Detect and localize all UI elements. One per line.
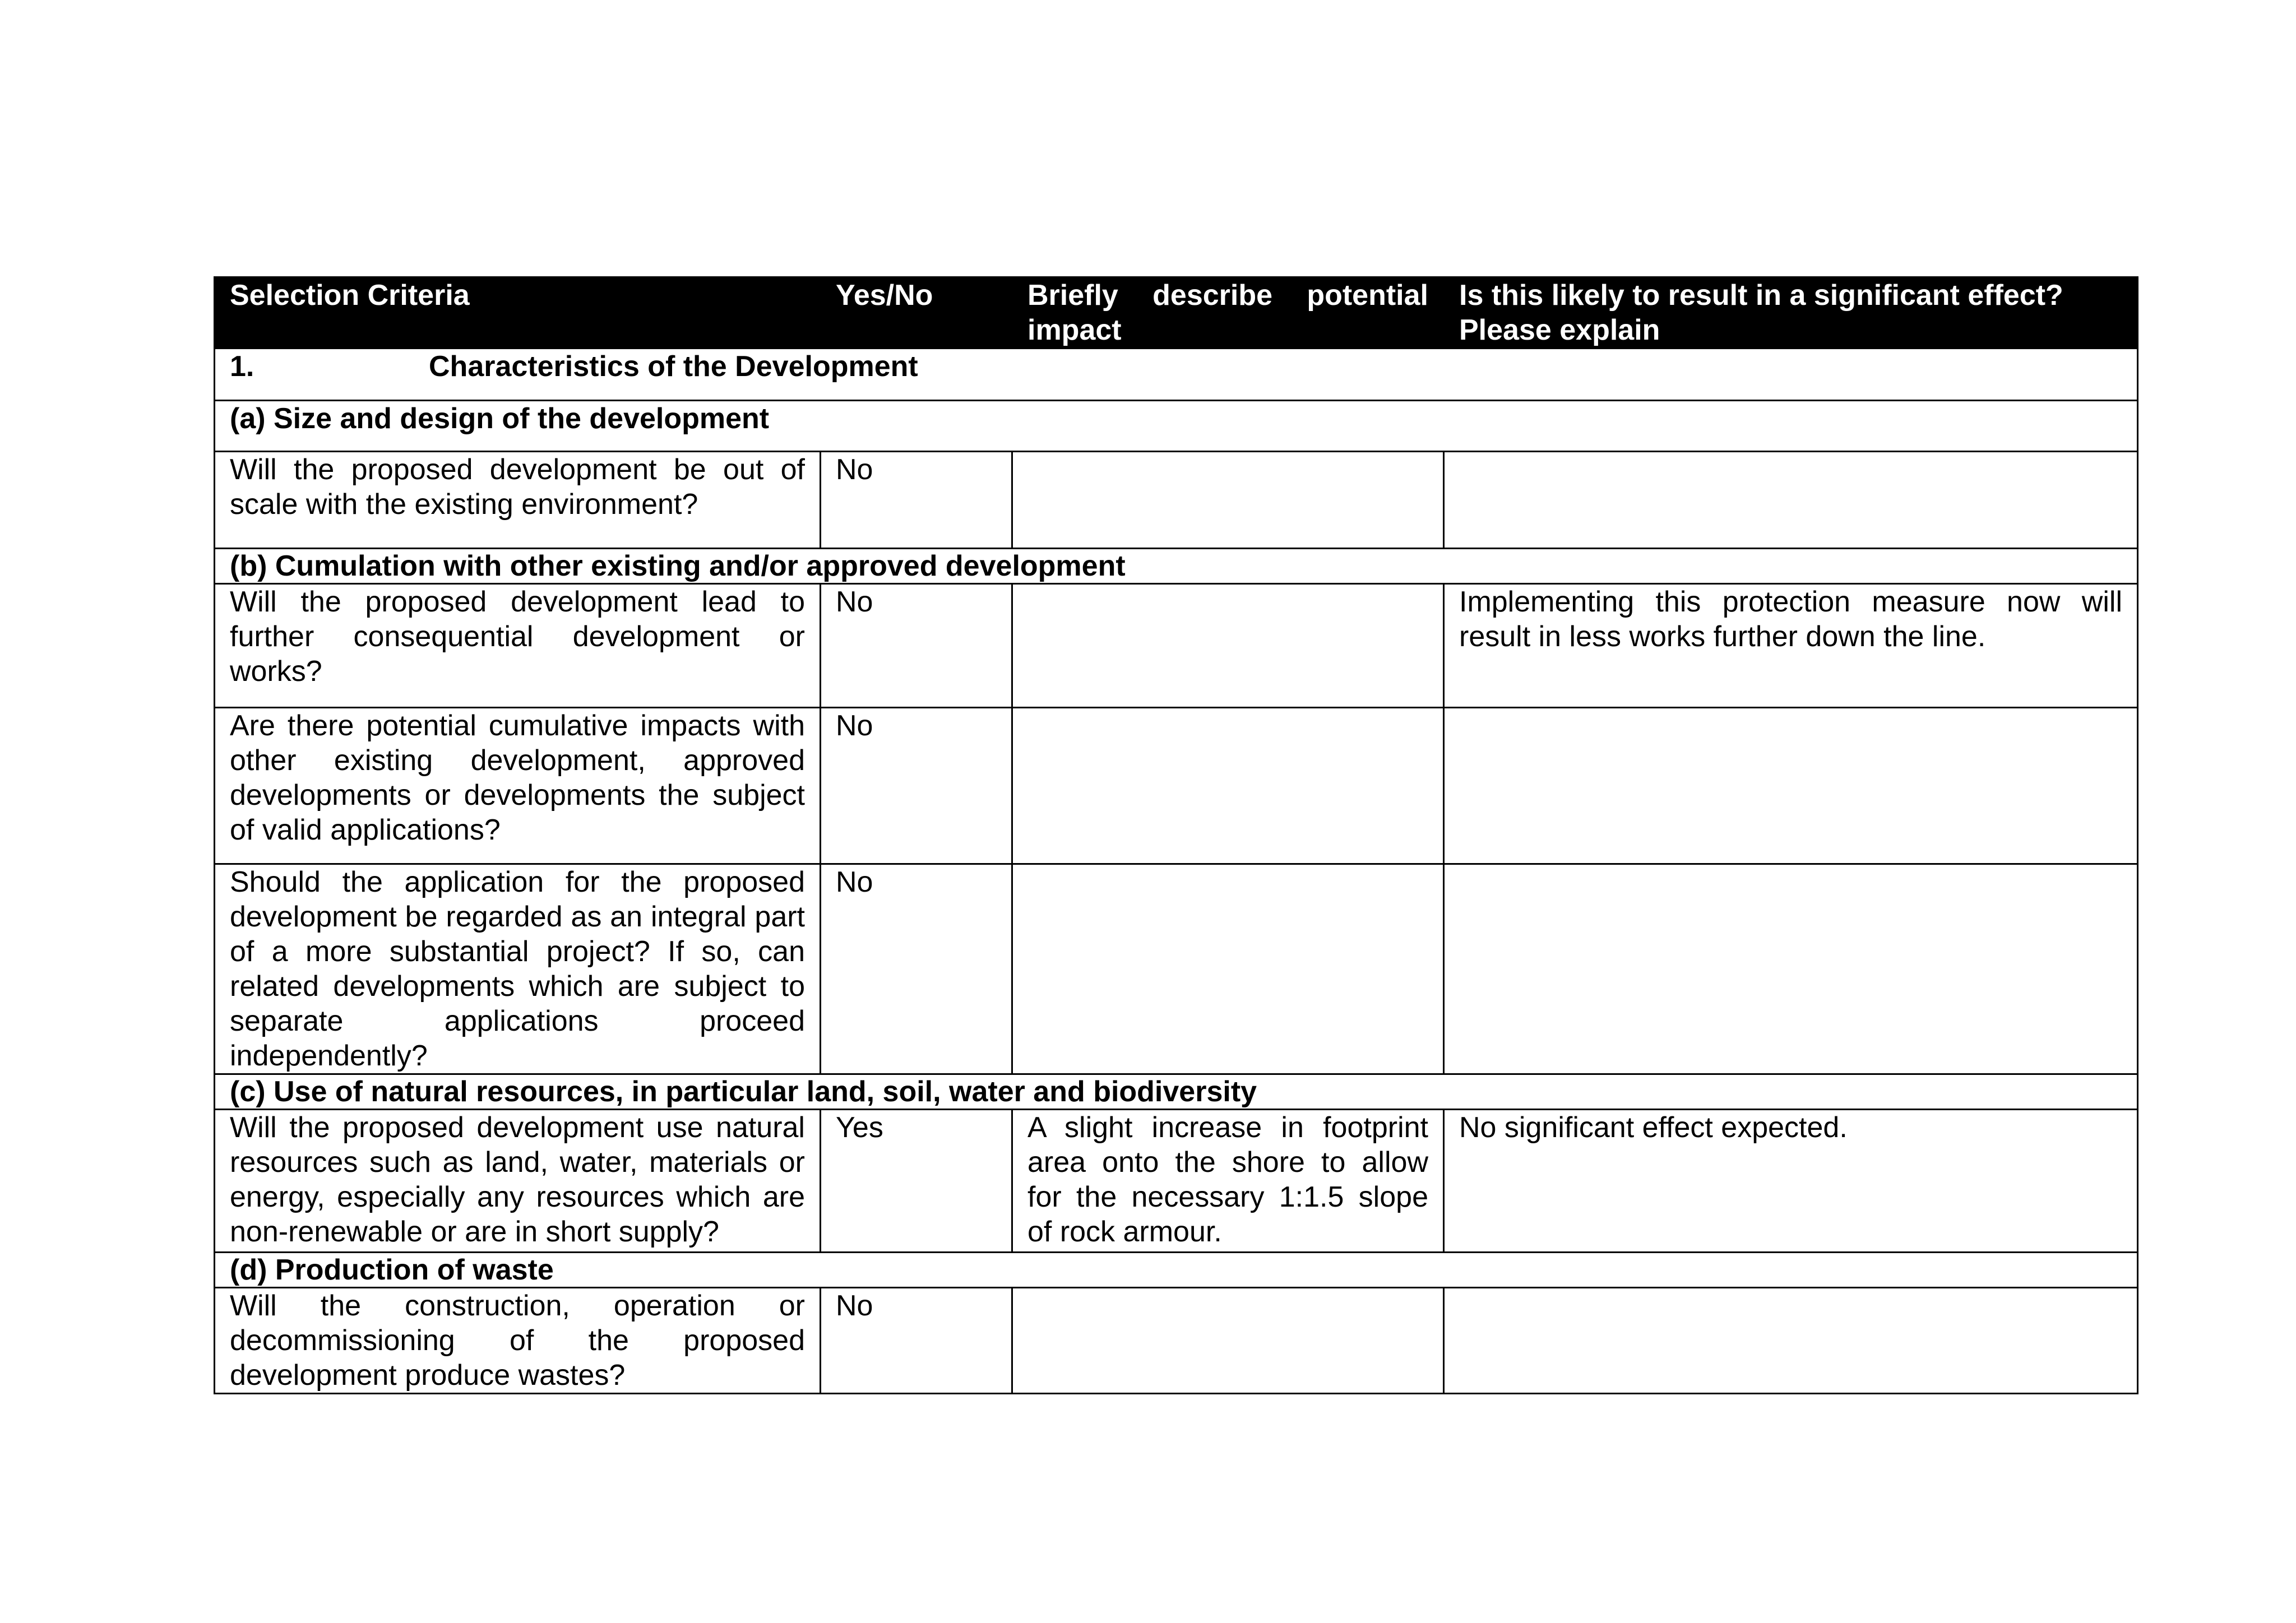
impact-cell [1012,1288,1444,1394]
criteria-cell: Will the proposed development lead to further consequential development or works? [215,584,821,708]
header-significant-effect: Is this likely to result in a significant effect? Please explain [1444,277,2138,349]
subsection-title: (c) Use of natural resources, in particular land, soil, water and biodiversity [215,1074,2138,1110]
section-heading-row [215,349,2138,401]
section-heading [215,349,2138,401]
section-title: Characteristics of the Development [429,350,918,383]
subsection-row-natural-resources [215,1074,2138,1110]
answer-cell: No [821,452,1012,549]
impact-cell [1012,584,1444,708]
section-number: 1. [230,350,254,383]
table-header-row [215,277,2138,349]
selection-criteria-table [214,276,2138,1394]
subsection-row-cumulation [215,549,2138,584]
answer-cell: No [821,864,1012,1074]
table-row [215,1288,2138,1394]
answer-cell: No [821,584,1012,708]
impact-cell [1012,452,1444,549]
criteria-cell: Should the application for the proposed development be regarded as an integral part of a more substantial project? If so, can related developments which are subject to separate applications proceed independently? [215,864,821,1074]
table-row [215,708,2138,864]
significance-cell [1444,452,2138,549]
table-row [215,864,2138,1074]
subsection-row-waste [215,1253,2138,1288]
impact-cell: A slight increase in footprint area onto the shore to allow for the necessary 1:1.5 slope of rock armour. [1012,1110,1444,1253]
answer-cell: No [821,1288,1012,1394]
header-selection-criteria: Selection Criteria [215,277,821,349]
significance-cell: Implementing this protection measure now will result in less works further down the line. [1444,584,2138,708]
subsection-title: (b) Cumulation with other existing and/or approved development [215,549,2138,584]
significance-cell [1444,708,2138,864]
subsection-title: (a) Size and design of the development [215,401,2138,452]
table-row [215,452,2138,549]
criteria-cell: Will the construction, operation or decommissioning of the proposed development produce wastes? [215,1288,821,1394]
header-potential-impact: Briefly describe potential impact [1012,277,1444,349]
impact-cell [1012,708,1444,864]
criteria-cell: Are there potential cumulative impacts with other existing development, approved developments or developments the subject of valid applications? [215,708,821,864]
significance-cell [1444,1288,2138,1394]
header-yes-no: Yes/No [821,277,1012,349]
criteria-cell: Will the proposed development be out of scale with the existing environment? [215,452,821,549]
answer-cell: No [821,708,1012,864]
subsection-title: (d) Production of waste [215,1253,2138,1288]
document-page [214,276,2137,1394]
significance-cell: No significant effect expected. [1444,1110,2138,1253]
significance-cell [1444,864,2138,1074]
table-row [215,1110,2138,1253]
table-row [215,584,2138,708]
criteria-cell: Will the proposed development use natural resources such as land, water, materials or energy, especially any resources which are non-renewable or are in short supply? [215,1110,821,1253]
answer-cell: Yes [821,1110,1012,1253]
subsection-row-size-design [215,401,2138,452]
impact-cell [1012,864,1444,1074]
